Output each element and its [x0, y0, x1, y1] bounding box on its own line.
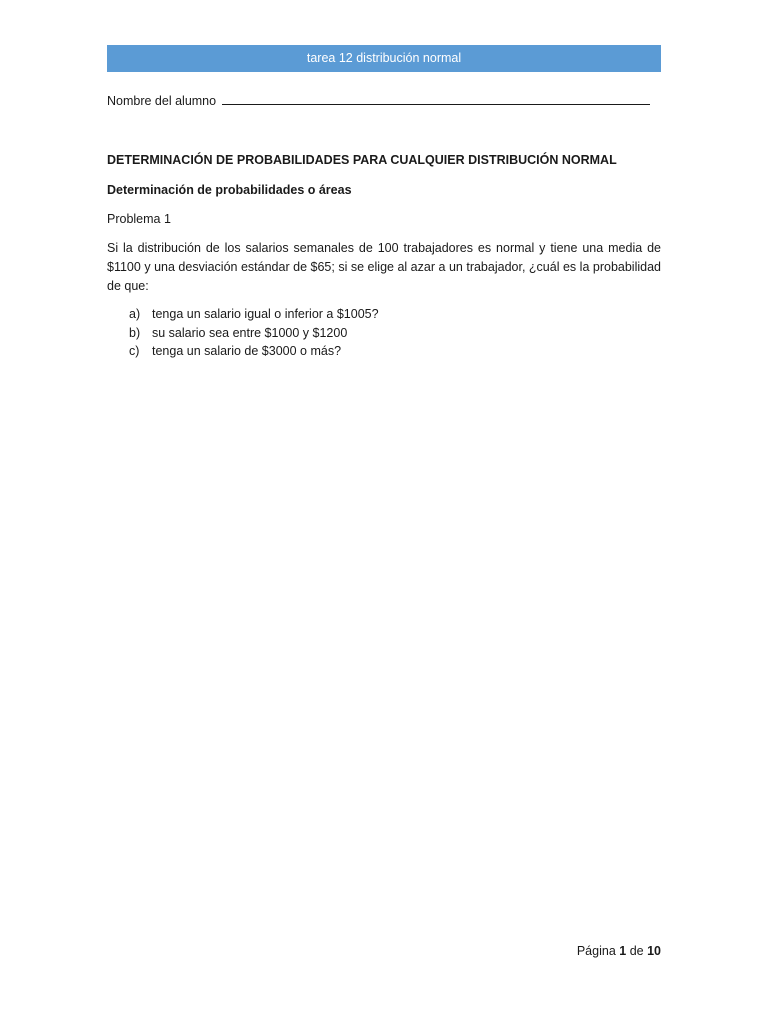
question-marker: c) [129, 344, 140, 358]
question-marker: a) [129, 307, 141, 321]
header-title-bar [107, 45, 661, 72]
problem-statement: Si la distribución de los salarios semanales de 100 trabajadores es normal y tiene una media de $1100 y una desviación estándar de $65; si se elige al azar a un trabajador, ¿cuál es la probabilidad de que: [107, 241, 661, 293]
question-text: su salario sea entre $1000 y $1200 [152, 325, 348, 340]
page-footer [107, 942, 661, 960]
footer-of-word: de [629, 944, 644, 958]
student-name-blank [222, 92, 650, 105]
list-item [107, 324, 661, 343]
problem-title: Problema 1 [107, 212, 171, 226]
question-list [107, 305, 661, 361]
list-item [107, 342, 661, 361]
footer-total-pages: 10 [647, 944, 661, 958]
question-marker: b) [129, 325, 141, 340]
list-item [107, 305, 661, 324]
subsection-title: Determinación de probabilidades o áreas [107, 183, 352, 197]
footer-current-page: 1 [619, 944, 627, 958]
footer-page-word: Página [576, 944, 616, 958]
question-text: tenga un salario igual o inferior a $1005? [152, 307, 379, 321]
student-name-label: Nombre del alumno [107, 94, 217, 108]
question-text: tenga un salario de $3000 o más? [152, 344, 342, 358]
student-name-line [107, 92, 661, 110]
section-title: DETERMINACIÓN DE PROBABILIDADES PARA CUALQUIER DISTRIBUCIÓN NORMAL [107, 153, 617, 167]
header-title: tarea 12 distribución normal [306, 51, 462, 65]
